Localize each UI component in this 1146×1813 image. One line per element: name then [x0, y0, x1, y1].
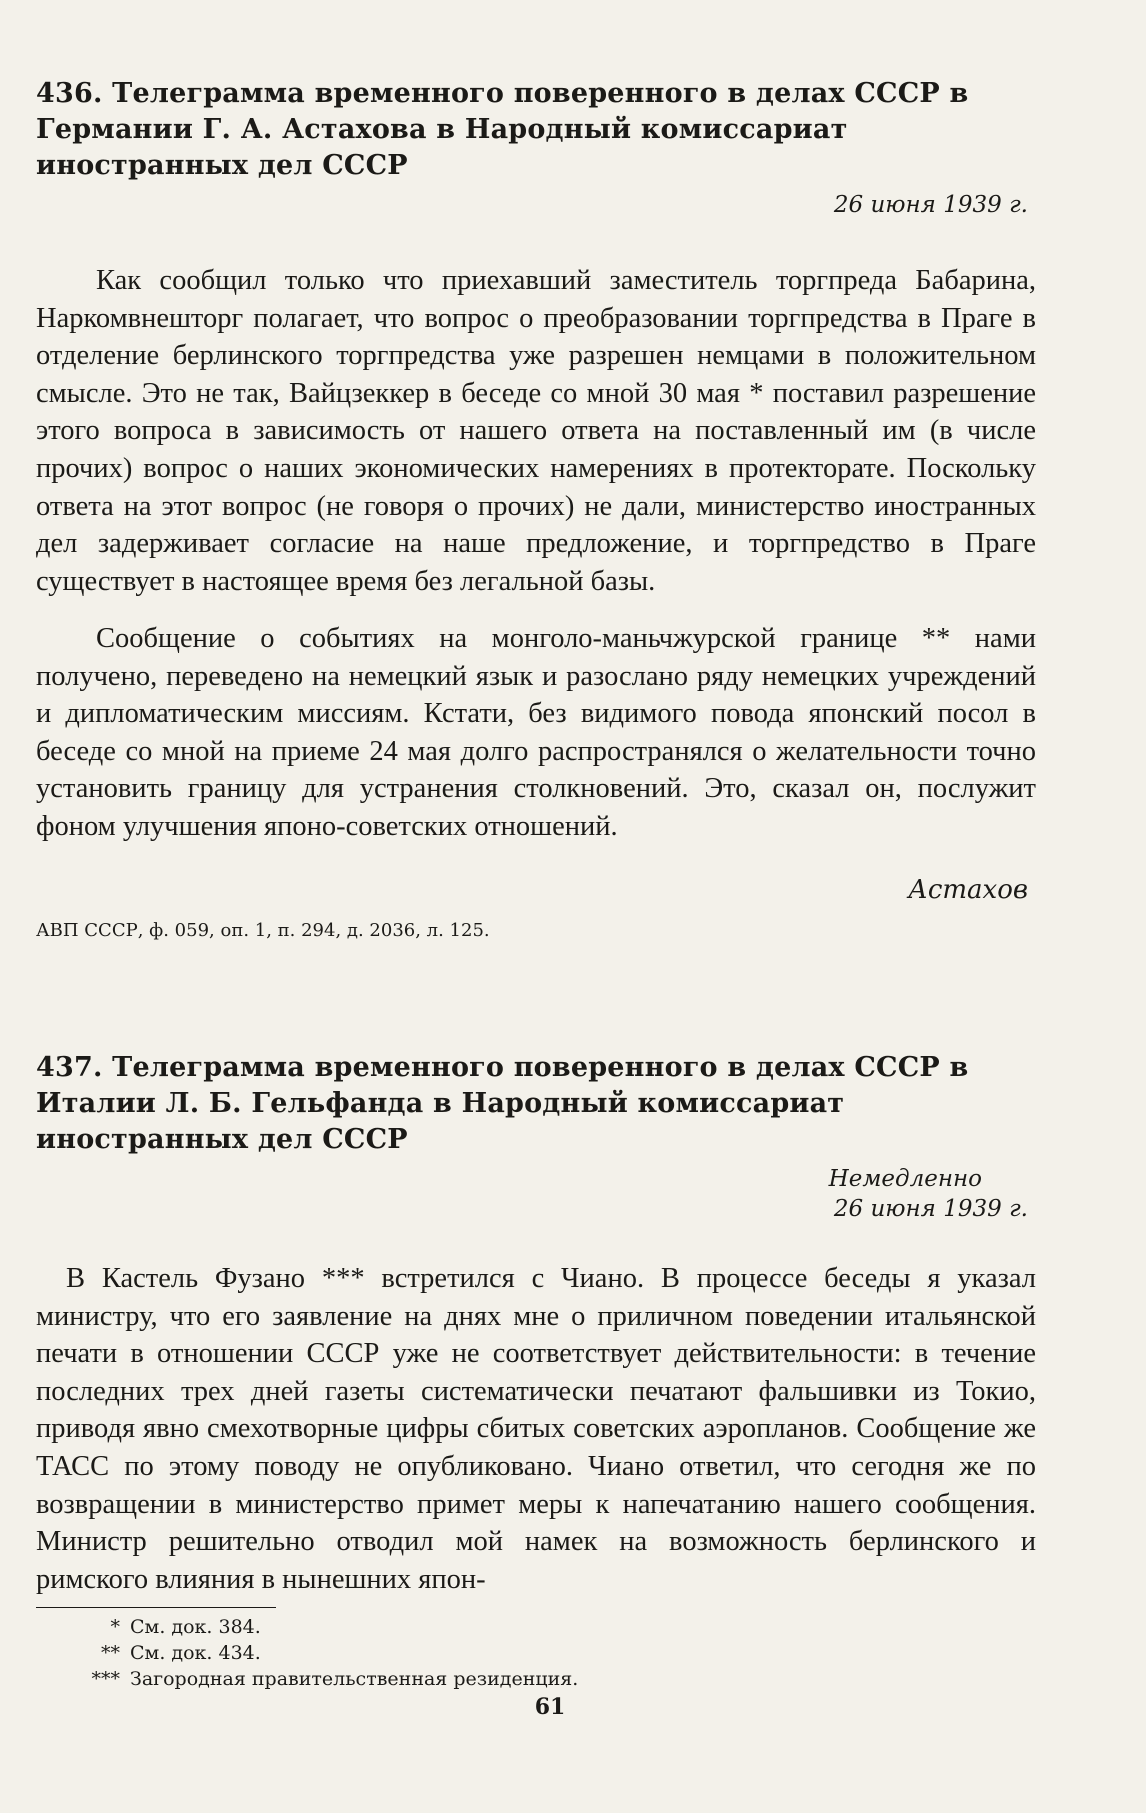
document-436-title: Телеграмма временного поверенного в делах СССР в Германии Г. А. Астахова в Народный комиссариат иностранных дел СССР: [36, 78, 969, 181]
page-number: 61: [534, 1694, 566, 1720]
document-437-date: 26 июня 1939 г.: [833, 1196, 1028, 1222]
document-436-date: 26 июня 1939 г.: [833, 192, 1028, 218]
footnote-text: См. док. 384.: [130, 1616, 261, 1638]
footnote-divider: [36, 1607, 276, 1608]
document-436-archive-source: АВП СССР, ф. 059, оп. 1, п. 294, д. 2036, л. 125.: [36, 920, 490, 941]
document-437-title: Телеграмма временного поверенного в делах СССР в Италии Л. Б. Гельфанда в Народный комиссариат иностранных дел СССР: [36, 1052, 969, 1155]
footnote-mark: *: [110, 1616, 120, 1638]
footnote-mark: ***: [91, 1668, 120, 1690]
document-436-paragraph-2: Сообщение о событиях на монголо-маньчжурской границе ** нами получено, переведено на немецкий язык и разослано ряду немецких учреждений и дипломатическим миссиям. Кстати, без видимого повода японский посол в беседе со мной на приеме 24 мая долго распространялся о желательности точно установить границу для устранения столкновений. Это, сказал он, послужит фоном улучшения японо-советских отношений.: [36, 623, 1036, 842]
footnote-text: См. док. 434.: [130, 1642, 261, 1664]
footnote-item: [36, 1614, 936, 1640]
document-437-heading: [36, 1050, 1036, 1158]
footnote-item: [36, 1666, 936, 1692]
document-437-urgency-and-date: [829, 1164, 1028, 1224]
footnote-text: Загородная правительственная резиденция.: [130, 1668, 579, 1690]
document-437-urgency: Немедленно: [828, 1166, 982, 1192]
footnote-item: [36, 1640, 936, 1666]
document-436-signature: Астахов: [908, 875, 1028, 905]
document-437-paragraph-1: В Кастель Фузано *** встретился с Чиано. В процессе беседы я указал министру, что его заявление на днях мне о приличном поведении итальянской печати в отношении СССР уже не соответствует действительности: в течение последних трех дней газеты систематически печатают фальшивки из Токио, приводя явно смехотворные цифры сбитых советских аэропланов. Сообщение же ТАСС по этому поводу не опубликовано. Чиано ответил, что сегодня же по возвращении в министерство примет меры к напечатанию нашего сообщения. Министр решительно отводил мой намек на возможность берлинского и римского влияния в нынешних япон-: [36, 1263, 1036, 1595]
document-436-heading: [36, 76, 1036, 184]
document-437-number: 437.: [36, 1052, 103, 1083]
document-436-paragraph-1: Как сообщил только что приехавший заместитель торгпреда Бабарина, Наркомвнешторг полагает, что вопрос о преобразовании торгпредства в Праге в отделение берлинского торгпредства уже разрешен немцами в положительном смысле. Это не так, Вайцзеккер в беседе со мной 30 мая * поставил разрешение этого вопроса в зависимость от нашего ответа на поставленный им (в числе прочих) вопрос о наших экономических намерениях в протекторате. Поскольку ответа на этот вопрос (не говоря о прочих) не дали, министерство иностранных дел задерживает согласие на наше предложение, и торгпредство в Праге существует в настоящее время без легальной базы.: [36, 265, 1036, 597]
document-436-number: 436.: [36, 78, 103, 109]
footnotes: [36, 1614, 936, 1692]
footnote-mark: **: [101, 1642, 120, 1664]
